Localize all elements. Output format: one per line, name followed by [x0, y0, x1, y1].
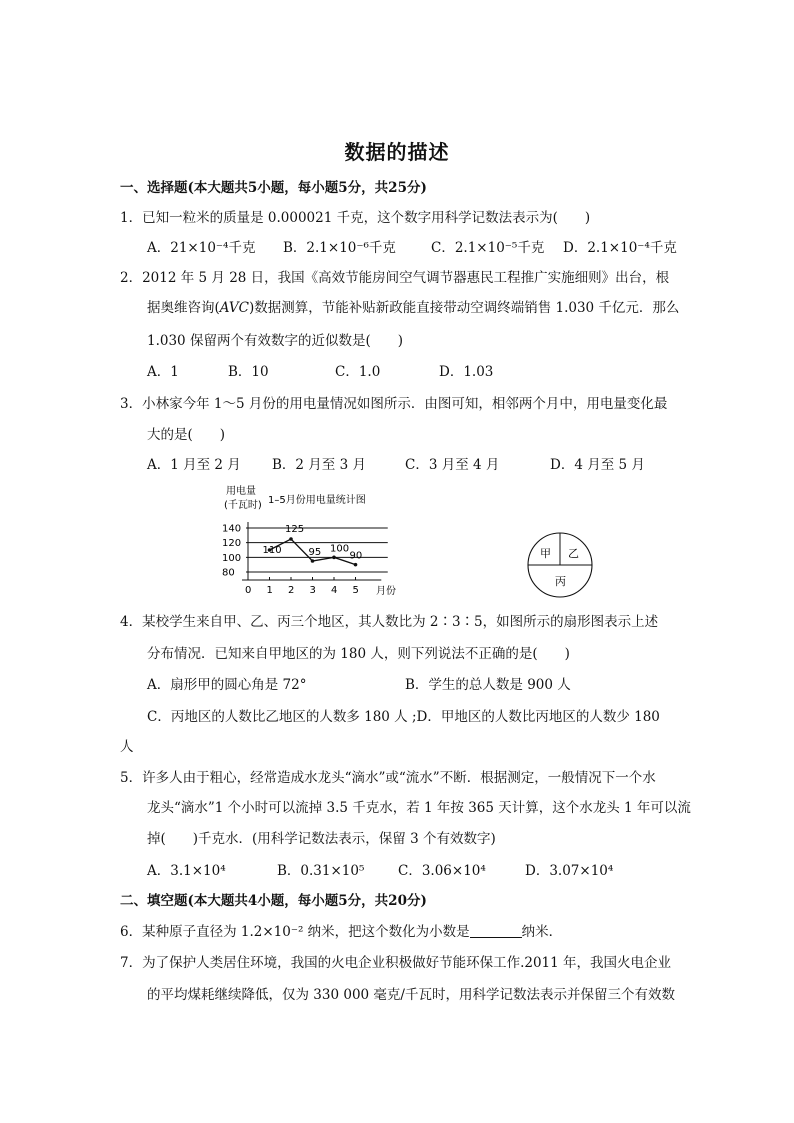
- q6-text-post: 纳米．: [521, 924, 563, 940]
- q5-option-d: D．3.07×10⁴: [525, 863, 614, 879]
- q3-option-d: D．4 月至 5 月: [550, 457, 645, 473]
- q5-option-c: C．3.06×10⁴: [398, 863, 486, 879]
- q4-option-a: A．扇形甲的圆心角是 72°: [147, 677, 307, 693]
- question-4-line-2: 分布情况．已知来自甲地区的为 180 人，则下列说法不正确的是( ): [147, 646, 570, 662]
- chart-xtick-0: 0: [245, 585, 252, 596]
- chart-data-label-month-3: 95: [308, 547, 322, 558]
- chart-y-ticks: [222, 524, 241, 579]
- question-5-line-3: 掉( )千克水．(用科学记数法表示，保留 3 个有效数字): [147, 831, 496, 847]
- chart-point-month-5: [354, 563, 358, 567]
- question-3-line-1: 3．小林家今年 1～5 月份的用电量情况如图所示．由图可知，相邻两个月中，用电量变化最: [120, 396, 668, 412]
- chart-ylabel-line-2: (千瓦时): [224, 500, 262, 511]
- chart-data-label-month-4: 100: [330, 543, 350, 555]
- chart-data-label-month-2: 125: [285, 524, 305, 535]
- chart-ytick-100: 100: [222, 552, 242, 564]
- q1-option-d: D．2.1×10⁻⁴千克: [563, 240, 677, 256]
- q5-option-a: A．3.1×10⁴: [147, 863, 226, 879]
- chart-xtick-5: 5: [352, 585, 359, 596]
- question-2-line-2: [147, 298, 679, 318]
- section-2-heading: 二、填空题(本大题共4小题，每小题5分，共20分): [120, 893, 427, 909]
- q2-option-d: D．1.03: [439, 364, 494, 380]
- chart-data-label-month-1: 110: [262, 545, 282, 556]
- q6-answer-blank: [470, 923, 522, 938]
- q5-option-b: B．0.31×10⁵: [277, 863, 365, 879]
- question-3-line-2: 大的是( ): [147, 427, 226, 443]
- q2-line2-avc: AVC: [219, 300, 249, 316]
- pie-label-jia: 甲: [540, 547, 551, 560]
- q4-option-cd: C．丙地区的人数比乙地区的人数多 180 人 ;D．甲地区的人数比丙地区的人数少 180: [147, 709, 660, 725]
- chart-xtick-1: 1: [266, 585, 273, 596]
- pie-label-yi: 乙: [568, 547, 579, 560]
- q3-option-b: B．2 月至 3 月: [272, 457, 366, 473]
- q2-line2-pre: 据奥维咨询(: [147, 300, 220, 316]
- electricity-usage-line-chart: [218, 484, 398, 602]
- chart-point-month-3: [311, 559, 315, 563]
- question-2-line-1: 2．2012 年 5 月 28 日，我国《高效节能房间空气调节器惠民工程推广实施细则》出台，根: [120, 270, 670, 286]
- q4-option-b: B．学生的总人数是 900 人: [405, 677, 571, 693]
- q2-option-a: A．1: [147, 364, 179, 380]
- chart-point-month-4: [332, 556, 336, 560]
- q6-text-pre: 6．某种原子直径为 1.2×10⁻² 纳米，把这个数化为小数是: [120, 924, 470, 940]
- chart-ytick-120: 120: [222, 538, 242, 550]
- q3-option-c: C．3 月至 4 月: [405, 457, 500, 473]
- chart-xtick-2: 2: [288, 585, 295, 596]
- question-5-line-2: 龙头“滴水”1 个小时可以流掉 3.5 千克水，若 1 年按 365 天计算，这个水龙头 1 年可以流: [147, 800, 691, 816]
- chart-ylabel-line-1: 用电量: [226, 486, 256, 497]
- q1-option-b: B．2.1×10⁻⁶千克: [283, 240, 396, 256]
- question-4-line-1: 4．某校学生来自甲、乙、丙三个地区，其人数比为 2∶3∶5，如图所示的扇形图表示上述: [120, 614, 659, 630]
- section-1-heading: 一、选择题(本大题共5小题，每小题5分，共25分): [120, 180, 427, 196]
- question-6: [120, 922, 562, 942]
- chart-data-label-month-5: 90: [349, 550, 363, 562]
- question-2-line-3: 1.030 保留两个有效数字的近似数是( ): [147, 333, 403, 349]
- question-7-line-1: 7．为了保护人类居住环境，我国的火电企业积极做好节能环保工作.2011 年，我国火电企业: [120, 955, 672, 971]
- question-1-stem: 1．已知一粒米的质量是 0.000021 千克，这个数字用科学记数法表示为( ): [120, 210, 591, 226]
- q1-option-a: A．21×10⁻⁴千克: [147, 240, 256, 256]
- chart-xtick-4: 4: [331, 585, 338, 596]
- chart-ytick-80: 80: [222, 567, 235, 579]
- q2-option-c: C．1.0: [335, 364, 381, 380]
- page-title: 数据的描述: [344, 140, 450, 164]
- question-7-line-2: 的平均煤耗继续降低，仅为 330 000 毫克/千瓦时，用科学记数法表示并保留三个有效数: [147, 987, 675, 1003]
- question-5-line-1: 5．许多人由于粗心，经常造成水龙头“滴水”或“流水”不断．根据测定，一般情况下一个水: [120, 770, 656, 786]
- q2-option-b: B．10: [228, 364, 269, 380]
- q1-option-c: C．2.1×10⁻⁵千克: [431, 240, 545, 256]
- chart-xtick-3: 3: [309, 585, 316, 596]
- region-pie-chart: [522, 530, 598, 600]
- chart-title: 1–5月份用电量统计图: [268, 495, 366, 506]
- q2-line2-post: )数据测算，节能补贴新政能直接带动空调终端销售 1.030 千亿元．那么: [248, 300, 680, 316]
- pie-label-bing: 丙: [555, 575, 566, 588]
- chart-xlabel: 月份: [376, 586, 396, 597]
- q3-option-a: A．1 月至 2 月: [147, 457, 241, 473]
- chart-point-month-2: [289, 537, 293, 541]
- chart-ytick-140: 140: [222, 523, 242, 535]
- q4-option-cd-tail: 人: [120, 739, 134, 755]
